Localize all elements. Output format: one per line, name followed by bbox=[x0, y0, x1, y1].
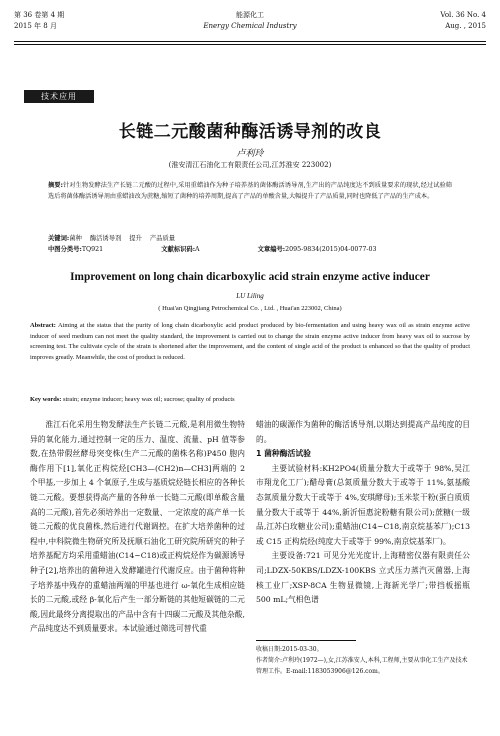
keywords-en bbox=[30, 396, 470, 403]
clc-label: 中图分类号: bbox=[48, 246, 82, 253]
journal-name-en: Energy Chemical Industry bbox=[203, 22, 297, 30]
title-en: Improvement on long chain dicarboxylic acid strain enzyme active inducer bbox=[70, 271, 430, 283]
journal-name-cn: 能源化工 bbox=[236, 11, 264, 19]
abstract-cn bbox=[48, 181, 452, 202]
header-rule-thin bbox=[14, 44, 486, 45]
affiliation-cn: (淮安清江石油化工有限责任公司,江苏淮安 223002) bbox=[168, 161, 332, 169]
body-paragraph: 淮江石化采用生物发酵法生产长链二元酸,是利用微生物特异的氧化能力,通过控制一定的压力、温度、流量、pH 值等参数,在热带假丝酵母突变株(生产二元酸的菌株名称)P450 胞内酶作用下[1],氧化正构烷烃[CH3—(CH2)n—CH3]两端的 2 个甲基,一步加上 4 个氧原子,生成与基质烷烃链长相应的各种长链二元酸。要想获得高产量的各种单一长链二元酸(即单酸含量高的二元酸),首先必须培养出一定数量、一定浓度的高产单一长链二元酸的优良菌株,然后进行代谢调控。在扩大培养菌种的过程中,中科院微生物研究所及抚顺石油化工研究院所研究的种子培养基配方均采用重蜡油(C14~C18)或正构烷烃作为碳源诱导种子[2],培养出的菌种进入发酵罐进行代谢反应。由于菌种将种子培养基中残存的重蜡油两端的甲基也进行 ω-氧化生成相应链长的二元酸,或经 β-氧化后产生一部分断链的其他短碳链的二元酸,因此最终分离提取出的产品中含有十四碳二元酸及其他杂酸,产品纯度达不到质量要求。本试验通过筛选可替代重 bbox=[30, 420, 245, 634]
body-paragraph: 蜡油的碳源作为菌种的酶活诱导剂,以期达到提高产品纯度的目的。 bbox=[256, 420, 470, 444]
section-badge: 技术应用 bbox=[24, 90, 94, 103]
abstract-cn-label: 摘要: bbox=[48, 182, 64, 189]
footnote bbox=[256, 644, 470, 677]
author-bio: 作者简介:卢利玲(1972—),女,江苏淮安人,本科,工程师,主要从事化工生产及技术管理工作。E-mail:1183053906@126.com。 bbox=[256, 657, 468, 675]
abstract-en bbox=[30, 321, 470, 363]
abstract-en-label: Abstract: bbox=[30, 322, 56, 329]
title-cn: 长链二元酸菌种酶活诱导剂的改良 bbox=[118, 122, 382, 142]
volume-en: Vol. 36 No. 4 bbox=[440, 11, 486, 19]
author-en: LU Liling bbox=[236, 292, 264, 300]
keywords-cn-row bbox=[48, 233, 452, 244]
abstract-cn-text: 针对生物发酵法生产长链二元酸的过程中,采用重蜡油作为种子培养基的菌体酶活诱导剂,生产出的产品纯度达不到质量要求的现状,经过试验筛选后将菌体酶活诱导剂由重蜡油改为蔗糖,缩短了菌种的培养周期,提高了产品的单酸含量,大幅提升了产品质量,同时也降低了产品的生产成本。 bbox=[48, 182, 452, 200]
body-column-left bbox=[30, 418, 245, 637]
date-cn: 2015 年 8 月 bbox=[14, 22, 57, 30]
article-no-value: 2095-9834(2015)04-0077-03 bbox=[285, 246, 377, 253]
classification-row bbox=[48, 244, 452, 255]
header-center bbox=[14, 10, 486, 32]
footnote-rule bbox=[256, 640, 356, 641]
body-column-right bbox=[256, 418, 470, 608]
affiliation-en: ( Huai'an Qingjiang Petrochemical Co. , Ltd. , Huai'an 223002, China) bbox=[158, 305, 342, 312]
meta-cn bbox=[48, 233, 452, 255]
header-right bbox=[440, 10, 486, 32]
keywords-en-label: Key words: bbox=[30, 396, 62, 403]
received-date: 收稿日期:2015-03-30。 bbox=[256, 646, 323, 653]
abstract-en-text: Aiming at the status that the purity of long chain dicarboxylic acid product produced by bio-fermentation and using heavy wax oil as strain enzyme active inducer of seed medium can not meet the quality standard, the improvement is carried out to change the strain enzyme active inducer from heavy wax oil to sucrose by screening test. The cultivate cycle of the strain is shortened after the improvement, and the content of single acid of the product is enhanced so that the quality of product improves greatly. Meanwhile, the cost of product is reduced. bbox=[30, 322, 470, 361]
running-header bbox=[14, 10, 486, 44]
date-en: Aug. , 2015 bbox=[445, 22, 486, 30]
keywords-en-text: strain; enzyme inducer; heavy wax oil; sucrose; quality of products bbox=[63, 396, 235, 403]
clc-value: TQ921 bbox=[81, 246, 104, 253]
header-rule-thick bbox=[14, 41, 486, 42]
body-paragraph: 主要试验材料:KH2PO4(质量分数大于或等于 98%,吴江市翔龙化工厂);醋母膏(总氮质量分数大于或等于 11%,氨基酸态氮质量分数大于或等于 4%,安琪酵母);玉米浆干粉(蛋白质质量分数大于或等于 44%,新沂恒惠淀粉糖有限公司);蔗糖(一级品,江苏白玫糖业公司);重蜡油(C14~C18,南京烷基苯厂);C13 或 C15 正构烷烃(纯度大于或等于 99%,南京烷基苯厂)。 bbox=[256, 463, 470, 546]
article-no-label: 文章编号: bbox=[257, 246, 286, 253]
author-cn: 卢利玲 bbox=[236, 149, 264, 159]
section-heading: 1 菌种酶活试验 bbox=[256, 449, 311, 459]
body-paragraph: 主要设备:721 可见分光光度计,上海精密仪器有限责任公司;LDZX-50KBS/LDZX-100KBS 立式压力蒸汽灭菌器,上海核工业厂;XSP-8CA 生物显微镜,上海新光学厂;带挡板摇瓶 500 mL;气相色谱 bbox=[256, 551, 470, 605]
keywords-cn-label: 关键词: bbox=[48, 235, 70, 242]
volume-cn: 第 36 卷第 4 期 bbox=[14, 11, 65, 19]
keywords-cn: 菌种 酶活诱导剂 提升 产品质量 bbox=[69, 235, 176, 242]
doccode-value: A bbox=[195, 246, 200, 253]
doccode-label: 文献标识码: bbox=[161, 246, 196, 253]
